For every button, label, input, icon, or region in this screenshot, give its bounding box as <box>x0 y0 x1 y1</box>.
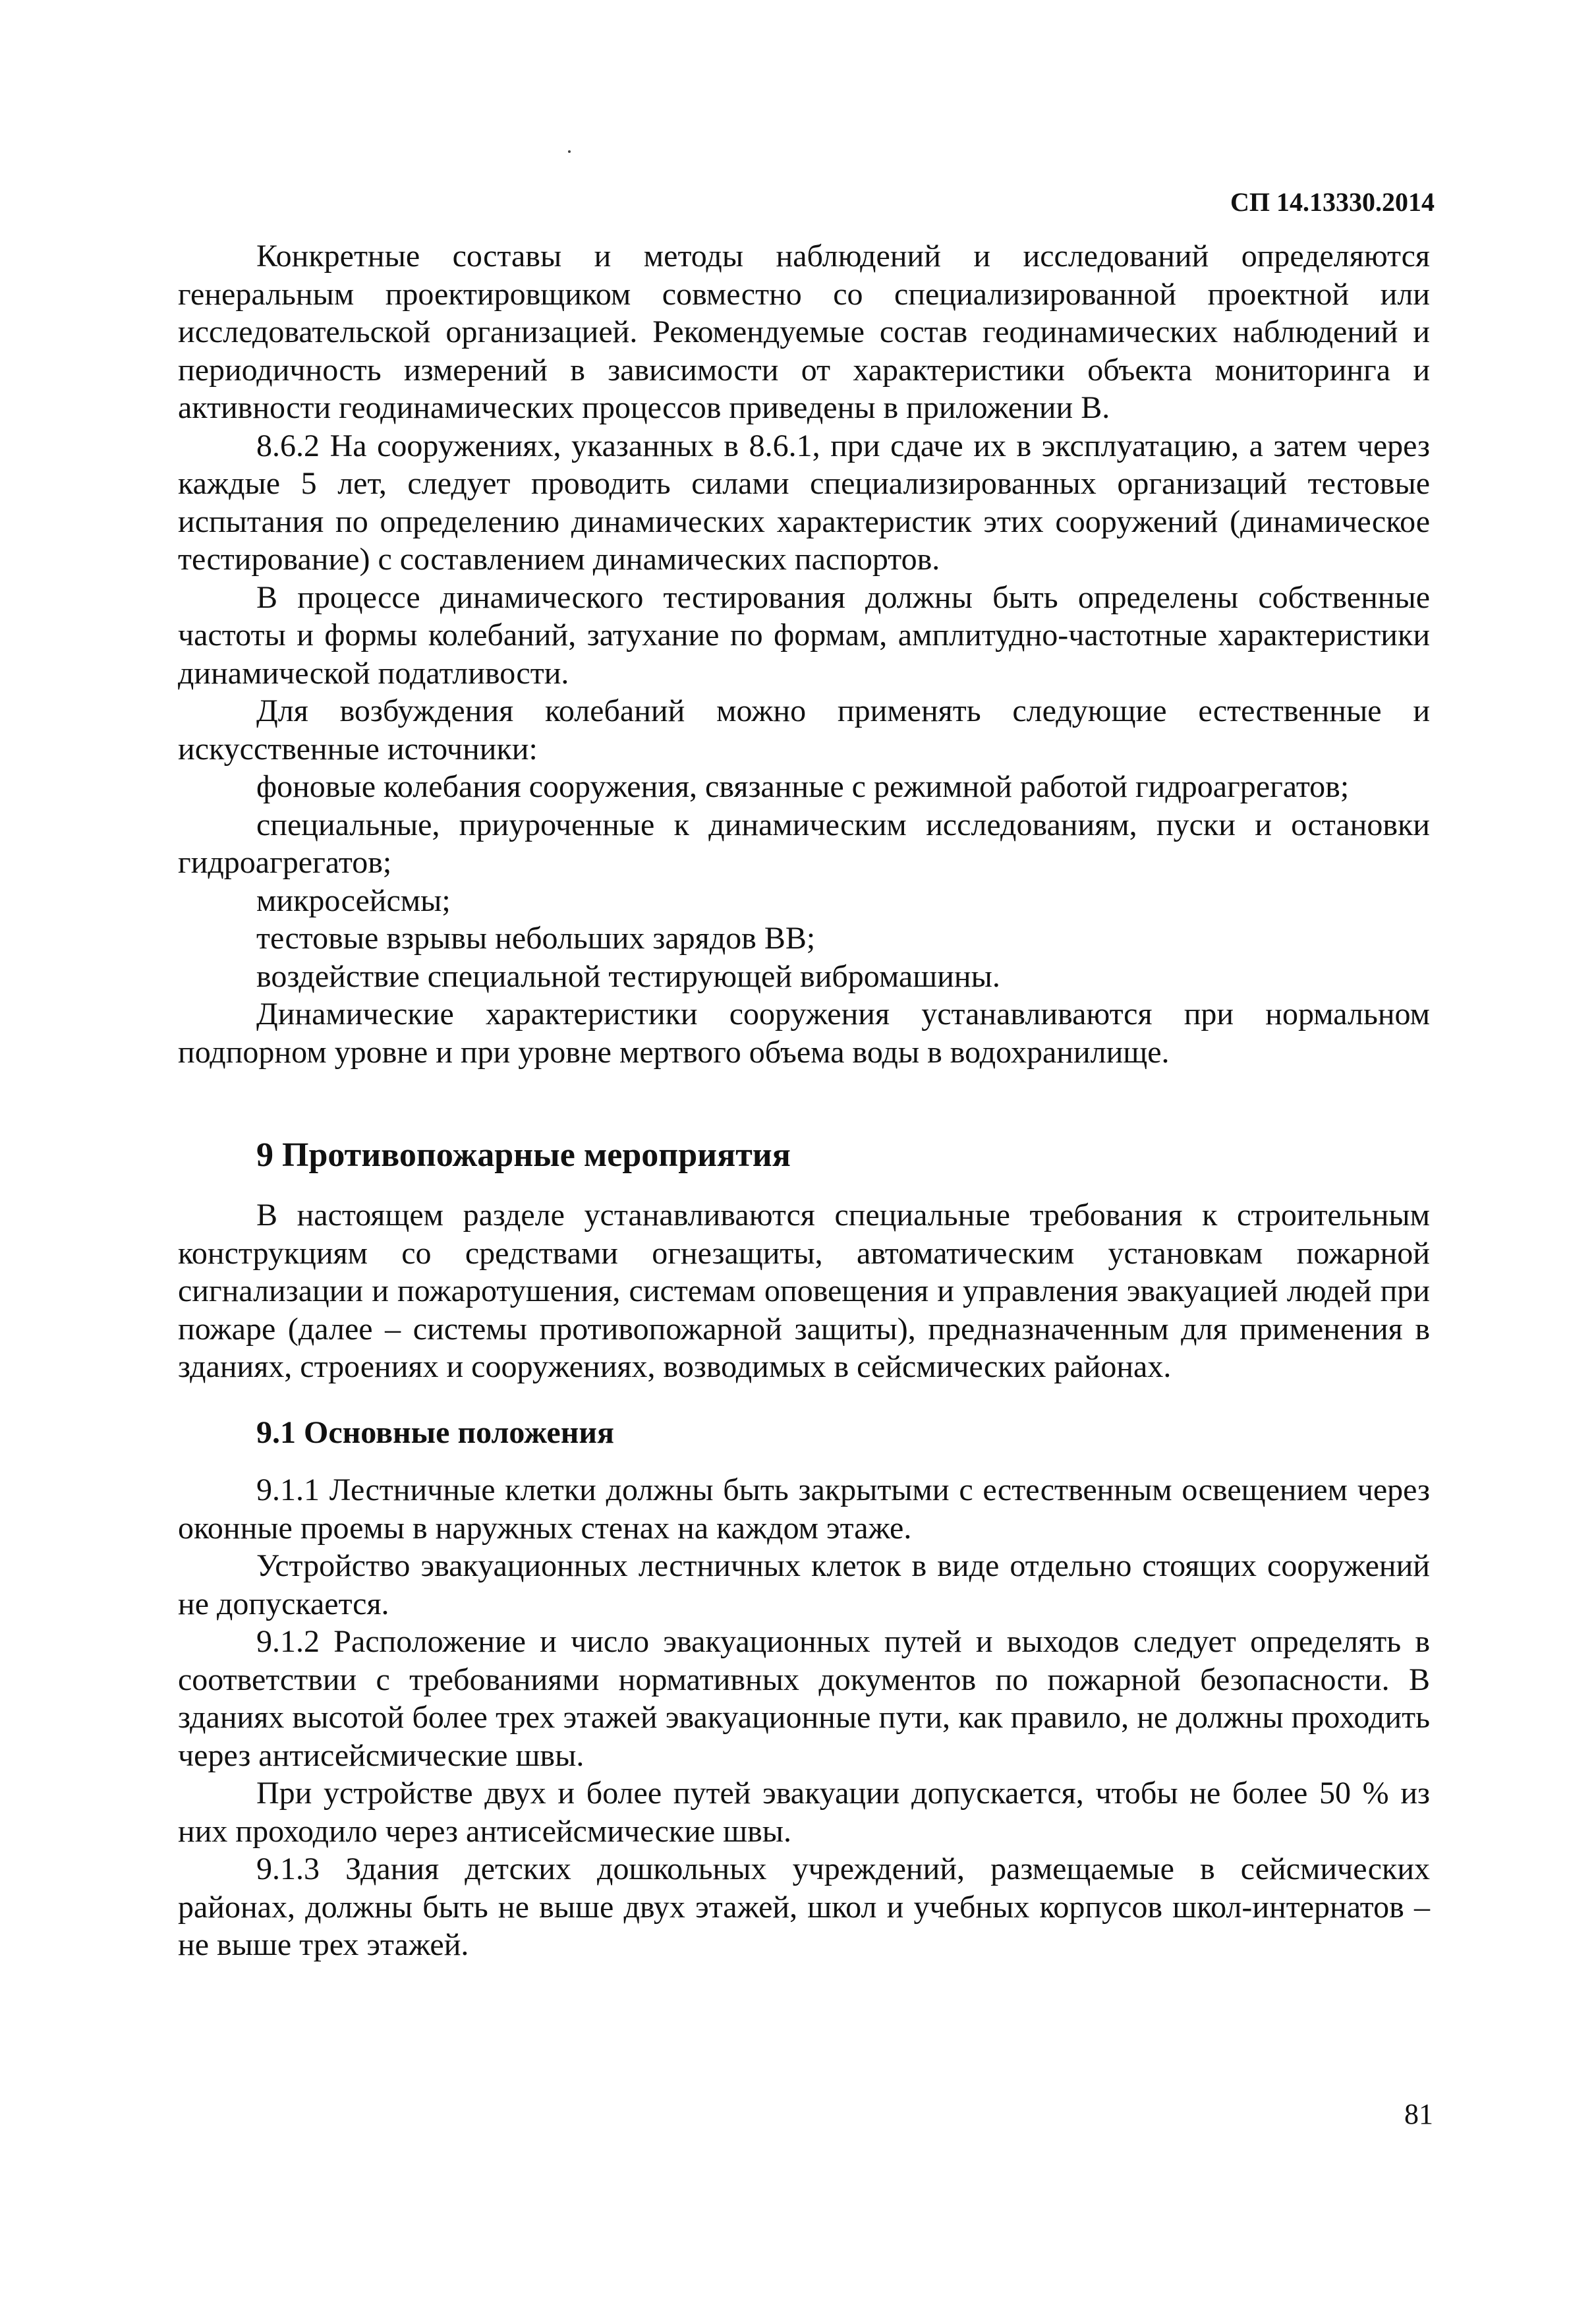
section-heading-9-1: 9.1 Основные положения <box>256 1414 614 1450</box>
paragraph: Устройство эвакуационных лестничных клеток в виде отдельно стоящих сооружений не допускается. <box>178 1548 1430 1621</box>
section-heading-9: 9 Противопожарные мероприятия <box>256 1136 791 1174</box>
scan-speck <box>568 150 571 153</box>
clause-9-1-1: 9.1.1 Лестничные клетки должны быть закрытыми с естественным освещением через оконные проемы в наружных стенах на каждом этаже. <box>178 1472 1430 1546</box>
list-item: специальные, приуроченные к динамическим исследованиям, пуски и остановки гидроагрегатов; <box>178 807 1430 880</box>
paragraph: Конкретные составы и методы наблюдений и исследований определяются генеральным проектировщиком совместно со специализированной проектной или исследовательской организацией. Рекомендуемые состав геодинамических наблюдений и периодичность измерений в зависимости от характеристики объекта мониторинга и активности геодинамических процессов приведены в приложении В. <box>178 239 1430 425</box>
page-number: 81 <box>1404 2098 1433 2130</box>
list-item: воздействие специальной тестирующей вибромашины. <box>256 958 1000 994</box>
paragraph: В процессе динамического тестирования должны быть определены собственные частоты и формы колебаний, затухание по формам, амплитудно-частотные характеристики динамической податливости. <box>178 579 1430 691</box>
paragraph: Для возбуждения колебаний можно применять следующие естественные и искусственные источники: <box>178 693 1430 767</box>
list-item: фоновые колебания сооружения, связанные с режимной работой гидроагрегатов; <box>256 769 1350 804</box>
document-code: СП 14.13330.2014 <box>1230 187 1435 217</box>
section-9-intro: В настоящем разделе устанавливаются специальные требования к строительным конструкциям со средствами огнезащиты, автоматическим установкам пожарной сигнализации и пожаротушения, системам оповещения и управления эвакуацией людей при пожаре (далее – системы противопожарной защиты), предназначенным для применения в зданиях, строениях и сооружениях, возводимых в сейсмических районах. <box>178 1198 1430 1384</box>
paragraph: Динамические характеристики сооружения устанавливаются при нормальном подпорном уровне и при уровне мертвого объема воды в водохранилище. <box>178 997 1430 1070</box>
page-content <box>178 237 1430 1964</box>
clause-8-6-2: 8.6.2 На сооружениях, указанных в 8.6.1, при сдаче их в эксплуатацию, а затем через каждые 5 лет, следует проводить силами специализированных организаций тестовые испытания по определению динамических характеристик этих сооружений (динамическое тестирование) с составлением динамических паспортов. <box>178 428 1430 577</box>
clause-9-1-3: 9.1.3 Здания детских дошкольных учреждений, размещаемые в сейсмических районах, должны быть не выше двух этажей, школ и учебных корпусов школ-интернатов – не выше трех этажей. <box>178 1851 1430 1962</box>
list-item: тестовые взрывы небольших зарядов ВВ; <box>256 921 816 956</box>
clause-9-1-2: 9.1.2 Расположение и число эвакуационных путей и выходов следует определять в соответствии с требованиями нормативных документов по пожарной безопасности. В зданиях высотой более трех этажей эвакуационные пути, как правило, не должны проходить через антисейсмические швы. <box>178 1624 1430 1773</box>
list-item: микросейсмы; <box>256 883 451 918</box>
paragraph: При устройстве двух и более путей эвакуации допускается, чтобы не более 50 % из них проходило через антисейсмические швы. <box>178 1776 1430 1849</box>
